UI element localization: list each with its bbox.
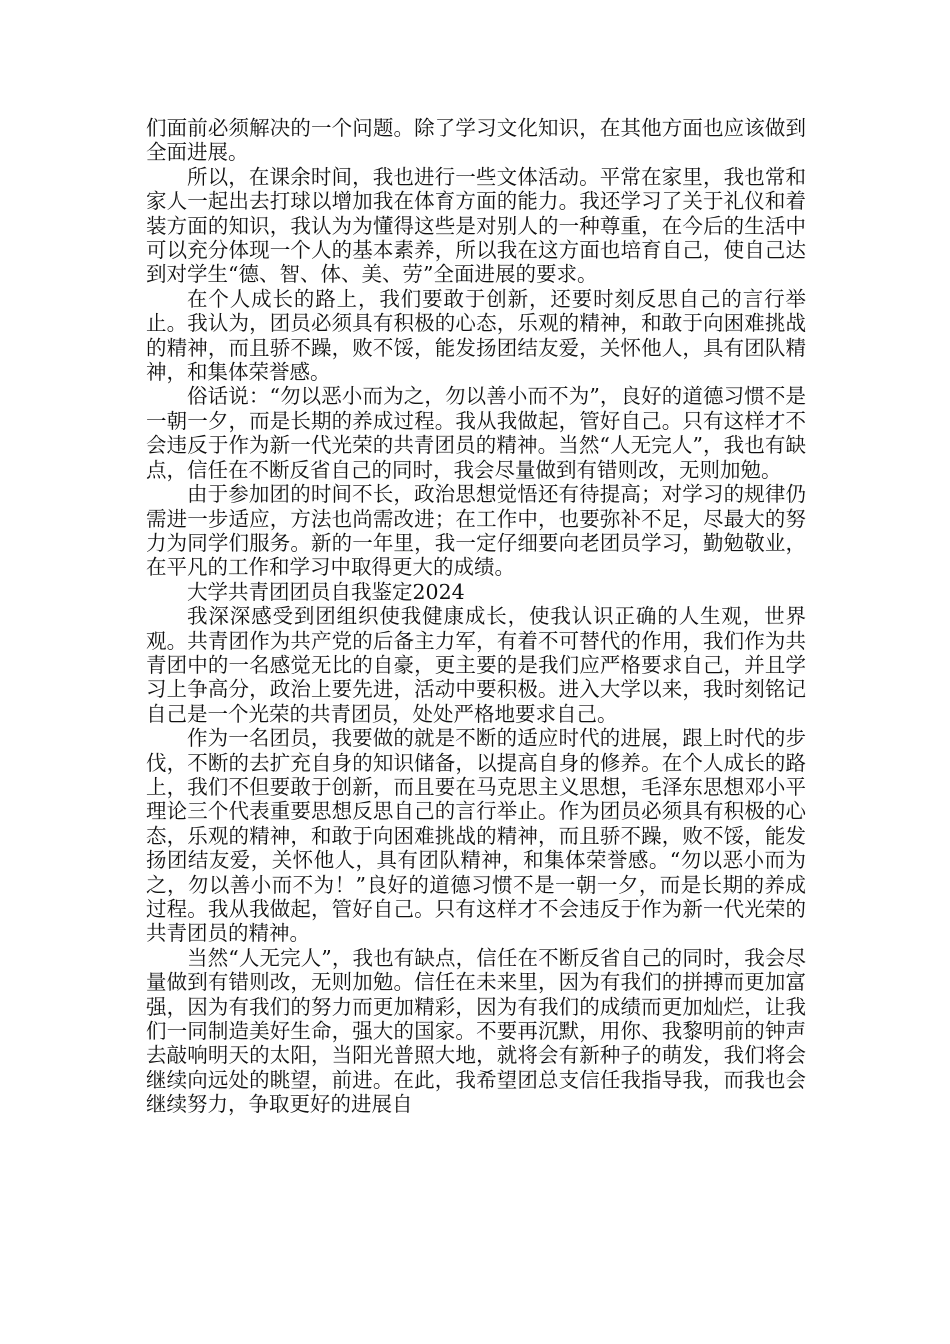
paragraph-7: 作为一名团员，我要做的就是不断的适应时代的进展，跟上时代的步伐，不断的去扩充自身的知识储备，以提高自身的修养。在个人成长的路上，我们不但要敢于创新，而且要在马克思主义思想，毛泽东思想邓小平理论三个代表重要思想反思自己的言行举止。作为团员必须具有积极的心态，乐观的精神，和敢于向困难挑战的精神，而且骄不躁，败不馁，能发扬团结友爱，关怀他人，具有团队精神，和集体荣誉感。“勿以恶小而为之，勿以善小而不为！”良好的道德习惯不是一朝一夕，而是长期的养成过程。我从我做起，管好自己。只有这样才不会违反于作为新一代光荣的共青团员的精神。 [146,726,806,946]
paragraph-4: 俗话说：“勿以恶小而为之，勿以善小而不为”，良好的道德习惯不是一朝一夕，而是长期的养成过程。我从我做起，管好自己。只有这样才不会违反于作为新一代光荣的共青团员的精神。当然“人无完人”，我也有缺点，信任在不断反省自己的同时，我会尽量做到有错则改，无则加勉。 [146,384,806,482]
document-page [146,116,806,1117]
paragraph-6: 我深深感受到团组织使我健康成长，使我认识正确的人生观，世界观。共青团作为共产党的后备主力军，有着不可替代的作用，我们作为共青团中的一名感觉无比的自豪，更主要的是我们应严格要求自己，并且学习上争高分，政治上要先进，活动中要积极。进入大学以来，我时刻铭记自己是一个光荣的共青团员，处处严格地要求自己。 [146,604,806,726]
paragraph-2: 所以，在课余时间，我也进行一些文体活动。平常在家里，我也常和家人一起出去打球以增加我在体育方面的能力。我还学习了关于礼仪和着装方面的知识，我认为为懂得这些是对别人的一种尊重，在今后的生活中可以充分体现一个人的基本素养，所以我在这方面也培育自己，使自己达到对学生“德、智、体、美、劳”全面进展的要求。 [146,164,806,287]
paragraph-8: 当然“人无完人”，我也有缺点，信任在不断反省自己的同时，我会尽量做到有错则改，无则加勉。信任在未来里，因为有我们的拼搏而更加富强，因为有我们的努力而更加精彩，因为有我们的成绩而更加灿烂，让我们一同制造美好生命，强大的国家。不要再沉默，用你、我黎明前的钟声去敲响明天的太阳，当阳光普照大地，就将会有新种子的萌发，我们将会继续向远处的眺望，前进。在此，我希望团总支信任我指导我，而我也会继续努力，争取更好的进展自 [146,945,806,1117]
paragraph-5: 由于参加团的时间不长，政治思想觉悟还有待提高；对学习的规律仍需进一步适应，方法也尚需改进；在工作中，也要弥补不足，尽最大的努力为同学们服务。新的一年里，我一定仔细要向老团员学习，勤勉敬业，在平凡的工作和学习中取得更大的成绩。 [146,482,806,580]
section-heading: 大学共青团团员自我鉴定2024 [187,579,465,604]
paragraph-3: 在个人成长的路上，我们要敢于创新，还要时刻反思自己的言行举止。我认为，团员必须具有积极的心态，乐观的精神，和敢于向困难挑战的精神，而且骄不躁，败不馁，能发扬团结友爱，关怀他人，具有团队精神，和集体荣誉感。 [146,286,806,385]
paragraph-1: 们面前必须解决的一个问题。除了学习文化知识，在其他方面也应该做到全面进展。 [146,116,806,165]
